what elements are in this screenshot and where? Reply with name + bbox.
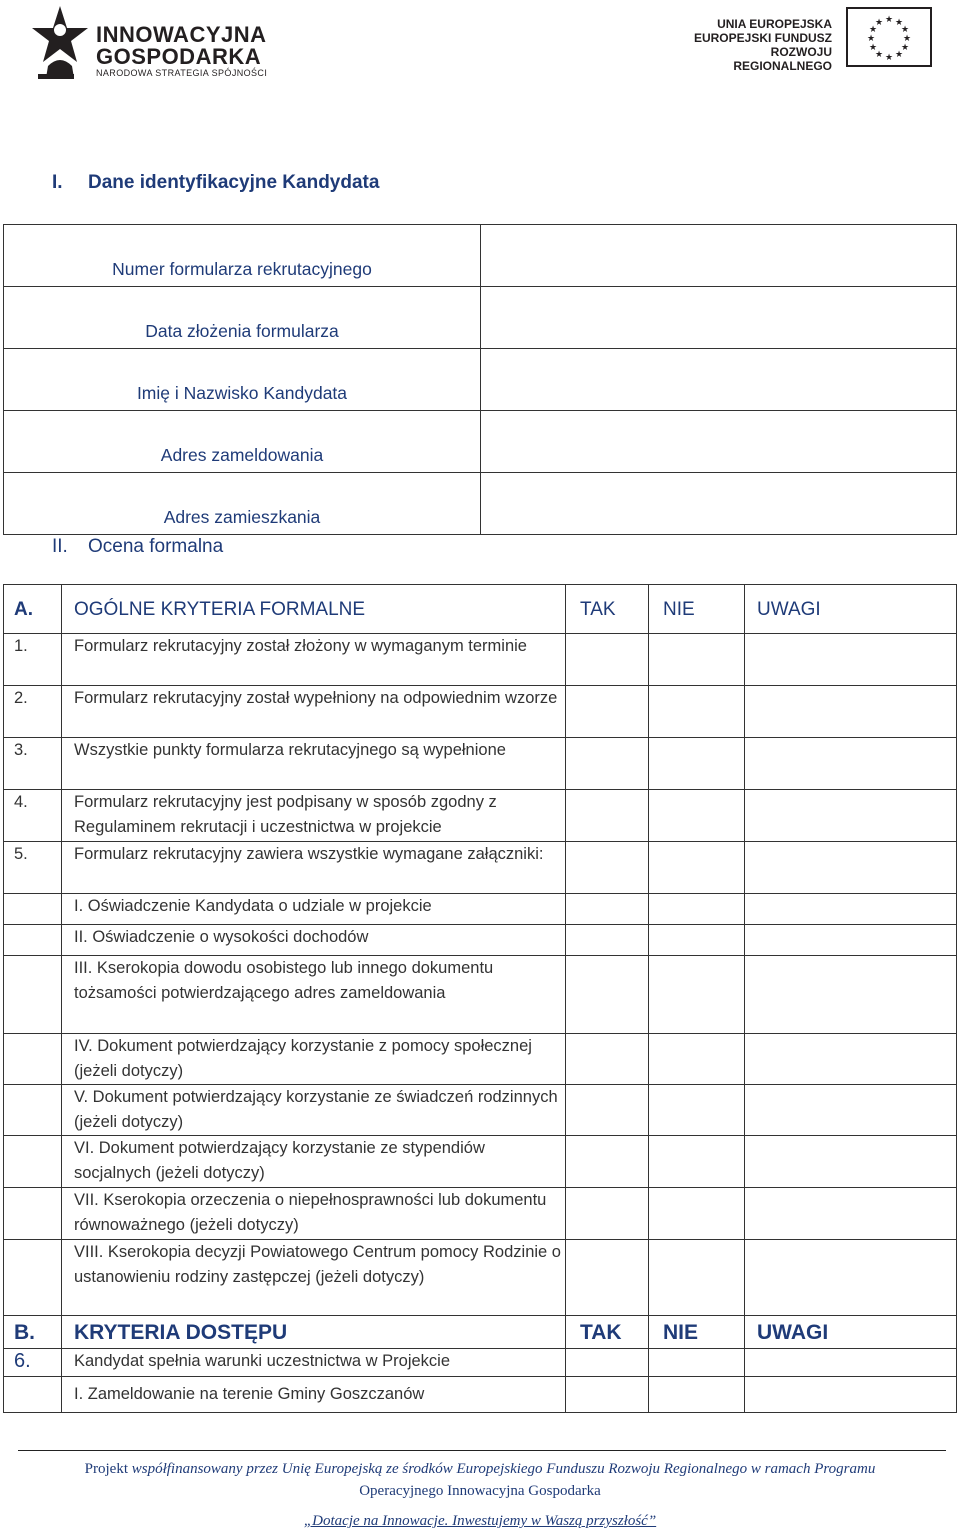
field-value-cell[interactable]: [481, 411, 957, 473]
yes-cell[interactable]: [566, 1188, 649, 1240]
field-value-cell[interactable]: [481, 287, 957, 349]
footer-motto: „Dotacje na Innowacje. Inwestujemy w Waszą przyszłość”: [303, 1513, 657, 1529]
empty-cell: [4, 1188, 62, 1240]
yes-cell[interactable]: [566, 842, 649, 894]
table-row: [4, 738, 957, 790]
yes-cell[interactable]: [566, 1377, 649, 1413]
notes-cell[interactable]: [745, 1136, 957, 1188]
svg-text:★: ★: [868, 43, 878, 53]
table-row: [4, 473, 957, 535]
notes-cell[interactable]: [745, 1188, 957, 1240]
table-row: [4, 894, 957, 925]
field-value-cell[interactable]: [481, 225, 957, 287]
notes-cell[interactable]: [745, 842, 957, 894]
yes-cell[interactable]: [566, 686, 649, 738]
table-row: [4, 1034, 957, 1085]
notes-cell[interactable]: [745, 738, 957, 790]
field-label: Imię i Nazwisko Kandydata: [4, 349, 481, 411]
eu-line-1: UNIA EUROPEJSKA: [717, 17, 832, 31]
no-cell[interactable]: [649, 894, 745, 925]
part-b-header-row: [4, 1316, 957, 1349]
svg-text:★: ★: [900, 25, 910, 35]
no-cell[interactable]: [649, 1240, 745, 1316]
table-row: [4, 925, 957, 956]
eu-line-2: EUROPEJSKI FUNDUSZ: [693, 31, 832, 45]
criterion-number: 6.: [4, 1349, 62, 1377]
yes-cell[interactable]: [566, 1136, 649, 1188]
notes-cell[interactable]: [745, 956, 957, 1034]
criterion-text: Wszystkie punkty formularza rekrutacyjnego są wypełnione: [62, 738, 566, 790]
table-row: [4, 956, 957, 1034]
part-a-letter: A.: [4, 585, 62, 634]
field-label: Adres zamieszkania: [4, 473, 481, 535]
eu-flag-icon: [846, 7, 932, 67]
logo-line-1: INNOWACYJNA: [96, 22, 267, 47]
table-row: [4, 411, 957, 473]
section-1-title: [52, 172, 379, 194]
field-label: Numer formularza rekrutacyjnego: [4, 225, 481, 287]
col-yes-header: TAK: [566, 585, 649, 634]
page-header: [0, 0, 960, 90]
section-2-label: Ocena formalna: [88, 536, 224, 557]
eu-logo-text: [692, 17, 832, 73]
footer-divider: [18, 1450, 946, 1451]
yes-cell[interactable]: [566, 634, 649, 686]
no-cell[interactable]: [649, 790, 745, 842]
svg-text:★: ★: [874, 50, 884, 60]
svg-text:★: ★: [894, 50, 904, 60]
criterion-number: 4.: [4, 790, 62, 842]
criterion-number: 1.: [4, 634, 62, 686]
criterion-text: Formularz rekrutacyjny został wypełniony na odpowiednim wzorze: [62, 686, 566, 738]
yes-cell[interactable]: [566, 738, 649, 790]
footer-line-2: Operacyjnego Innowacyjna Gospodarka: [359, 1483, 601, 1499]
table-row: [4, 1085, 957, 1136]
eu-line-3: ROZWOJU REGIONALNEGO: [733, 45, 832, 73]
empty-cell: [4, 1085, 62, 1136]
empty-cell: [4, 956, 62, 1034]
no-cell[interactable]: [649, 1377, 745, 1413]
no-cell[interactable]: [649, 925, 745, 956]
part-a-title: OGÓLNE KRYTERIA FORMALNE: [62, 585, 566, 634]
no-cell[interactable]: [649, 1085, 745, 1136]
eu-logo: [692, 7, 932, 73]
attachment-text: V. Dokument potwierdzający korzystanie ze świadczeń rodzinnych (jeżeli dotyczy): [62, 1085, 566, 1136]
section-2-number: II.: [52, 536, 68, 557]
criterion-text: Formularz rekrutacyjny jest podpisany w sposób zgodny z Regulaminem rekrutacji i uczestnictwa w projekcie: [62, 790, 566, 842]
part-a-header-row: [4, 585, 957, 634]
notes-cell[interactable]: [745, 686, 957, 738]
attachment-text: VII. Kserokopia orzeczenia o niepełnosprawności lub dokumentu równoważnego (jeżeli dotyczy): [62, 1188, 566, 1240]
table-row: [4, 349, 957, 411]
no-cell[interactable]: [649, 1034, 745, 1085]
sub-criterion-text: I. Zameldowanie na terenie Gminy Goszczanów: [62, 1377, 566, 1413]
svg-text:★: ★: [900, 43, 910, 53]
criterion-text: Formularz rekrutacyjny zawiera wszystkie wymagane załączniki:: [62, 842, 566, 894]
empty-cell: [4, 1377, 62, 1413]
part-b-title: KRYTERIA DOSTĘPU: [62, 1316, 566, 1349]
attachment-text: I. Oświadczenie Kandydata o udziale w projekcie: [62, 894, 566, 925]
footer-line-1: [0, 1458, 960, 1480]
logo-line-2: GOSPODARKA: [96, 44, 262, 69]
col-no-header: NIE: [649, 1316, 745, 1349]
section-2-title: [52, 536, 223, 558]
attachment-text: VI. Dokument potwierdzający korzystanie ze stypendiów socjalnych (jeżeli dotyczy): [62, 1136, 566, 1188]
criterion-number: 2.: [4, 686, 62, 738]
yes-cell[interactable]: [566, 1240, 649, 1316]
notes-cell[interactable]: [745, 790, 957, 842]
no-cell[interactable]: [649, 738, 745, 790]
notes-cell[interactable]: [745, 1377, 957, 1413]
yes-cell[interactable]: [566, 1034, 649, 1085]
col-notes-header: UWAGI: [745, 585, 957, 634]
col-notes-header: UWAGI: [745, 1316, 957, 1349]
notes-cell[interactable]: [745, 925, 957, 956]
col-yes-header: TAK: [566, 1316, 649, 1349]
part-b-letter: B.: [4, 1316, 62, 1349]
innowacyjna-gospodarka-logo: [30, 4, 270, 82]
yes-cell[interactable]: [566, 790, 649, 842]
svg-text:★: ★: [884, 53, 894, 63]
notes-cell[interactable]: [745, 634, 957, 686]
empty-cell: [4, 1034, 62, 1085]
table-row: [4, 1188, 957, 1240]
empty-cell: [4, 1136, 62, 1188]
footer-lead: Projekt: [84, 1461, 132, 1477]
svg-text:★: ★: [894, 18, 904, 28]
table-row: [4, 842, 957, 894]
svg-text:★: ★: [868, 25, 878, 35]
criterion-text: Kandydat spełnia warunki uczestnictwa w Projekcie: [62, 1349, 566, 1377]
svg-text:★: ★: [902, 34, 912, 44]
notes-cell[interactable]: [745, 1349, 957, 1377]
svg-text:★: ★: [866, 34, 876, 44]
criterion-number: 3.: [4, 738, 62, 790]
logo-line-3: NARODOWA STRATEGIA SPÓJNOŚCI: [96, 68, 268, 78]
empty-cell: [4, 894, 62, 925]
no-cell[interactable]: [649, 956, 745, 1034]
criterion-number: 5.: [4, 842, 62, 894]
table-row: [4, 225, 957, 287]
no-cell[interactable]: [649, 686, 745, 738]
star-human-icon: [30, 4, 90, 82]
table-row: [4, 1377, 957, 1413]
section-1-label: Dane identyfikacyjne Kandydata: [88, 172, 380, 193]
col-no-header: NIE: [649, 585, 745, 634]
field-label: Adres zameldowania: [4, 411, 481, 473]
table-row: [4, 1240, 957, 1316]
attachment-text: IV. Dokument potwierdzający korzystanie z pomocy społecznej (jeżeli dotyczy): [62, 1034, 566, 1085]
footer-text: [0, 1458, 960, 1502]
no-cell[interactable]: [649, 1136, 745, 1188]
candidate-data-table: [3, 224, 957, 535]
yes-cell[interactable]: [566, 956, 649, 1034]
no-cell[interactable]: [649, 1188, 745, 1240]
notes-cell[interactable]: [745, 1240, 957, 1316]
no-cell[interactable]: [649, 634, 745, 686]
notes-cell[interactable]: [745, 1034, 957, 1085]
svg-text:★: ★: [884, 15, 894, 25]
table-row: [4, 1136, 957, 1188]
table-row: [4, 686, 957, 738]
svg-text:★: ★: [874, 18, 884, 28]
yes-cell[interactable]: [566, 1349, 649, 1377]
yes-cell[interactable]: [566, 894, 649, 925]
table-row: [4, 634, 957, 686]
no-cell[interactable]: [649, 1349, 745, 1377]
attachment-text: II. Oświadczenie o wysokości dochodów: [62, 925, 566, 956]
criterion-text: Formularz rekrutacyjny został złożony w wymaganym terminie: [62, 634, 566, 686]
field-value-cell[interactable]: [481, 349, 957, 411]
field-label: Data złożenia formularza: [4, 287, 481, 349]
empty-cell: [4, 925, 62, 956]
section-1-number: I.: [52, 172, 63, 193]
no-cell[interactable]: [649, 842, 745, 894]
yes-cell[interactable]: [566, 1085, 649, 1136]
table-row: [4, 1349, 957, 1377]
notes-cell[interactable]: [745, 894, 957, 925]
footer-italic: współfinansowany przez Unię Europejską ze środków Europejskiego Funduszu Rozwoju Regionalnego w ramach Programu: [131, 1461, 876, 1477]
notes-cell[interactable]: [745, 1085, 957, 1136]
table-row: [4, 287, 957, 349]
attachment-text: VIII. Kserokopia decyzji Powiatowego Centrum pomocy Rodzinie o ustanowieniu rodziny zastępczej (jeżeli dotyczy): [62, 1240, 566, 1316]
table-row: [4, 790, 957, 842]
yes-cell[interactable]: [566, 925, 649, 956]
field-value-cell[interactable]: [481, 473, 957, 535]
formal-evaluation-table: [3, 584, 957, 1413]
attachment-text: III. Kserokopia dowodu osobistego lub innego dokumentu tożsamości potwierdzającego adres zameldowania: [62, 956, 566, 1034]
empty-cell: [4, 1240, 62, 1316]
